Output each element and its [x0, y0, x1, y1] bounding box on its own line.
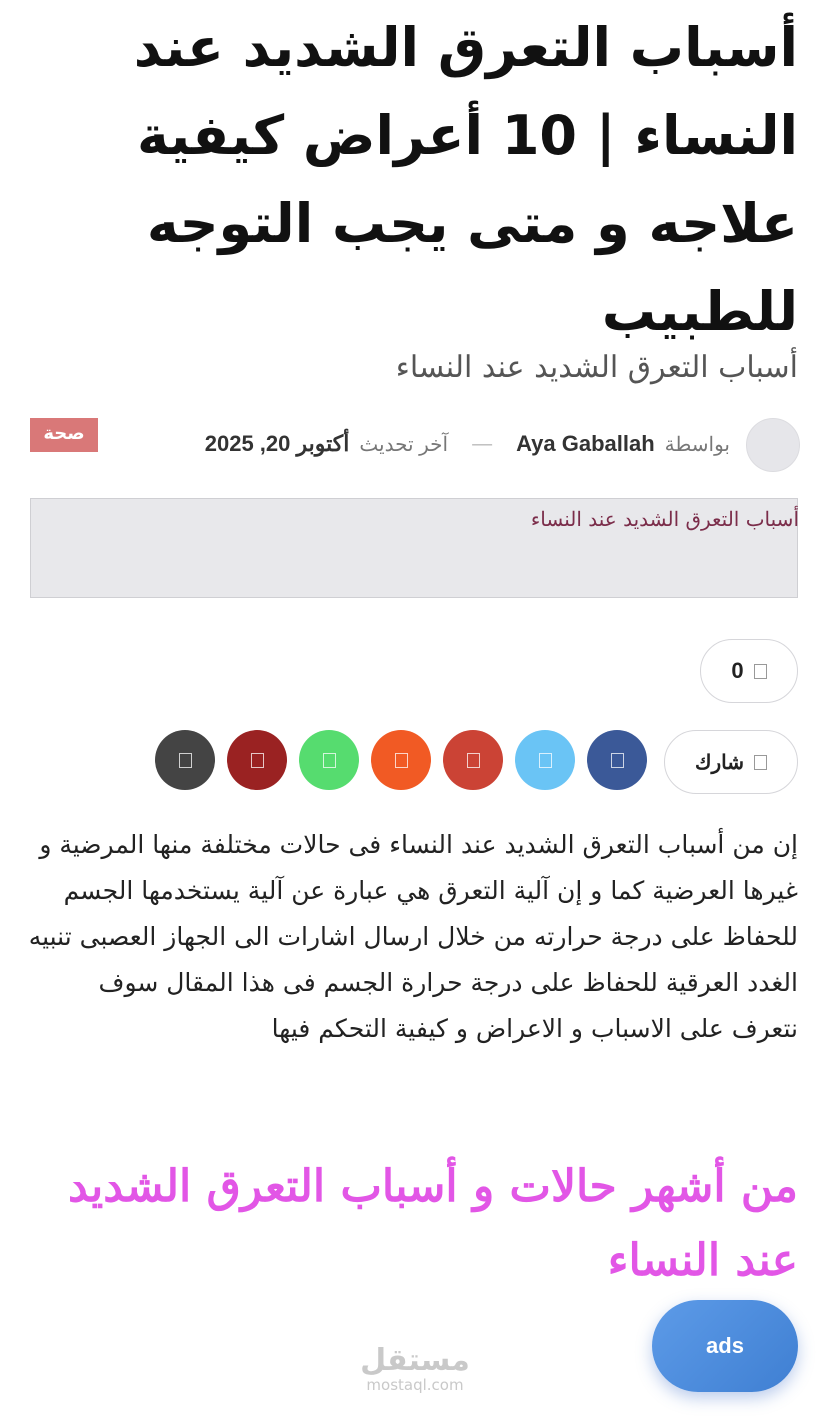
meta-separator: —: [472, 432, 493, 455]
share-icon: [754, 755, 767, 770]
share-label: شارك: [695, 751, 744, 774]
whatsapp-share-button[interactable]: [299, 730, 359, 790]
pinterest-icon: [467, 753, 480, 768]
facebook-share-button[interactable]: [587, 730, 647, 790]
share-count-icon: [754, 664, 767, 679]
whatsapp-icon: [323, 753, 336, 768]
reddit-icon: [395, 753, 408, 768]
by-label: بواسطة: [664, 433, 730, 456]
image-alt-text: أسباب التعرق الشديد عند النساء: [530, 507, 799, 531]
watermark-arabic: مستقل: [360, 1343, 470, 1378]
pocket-icon: [251, 753, 264, 768]
author-name-link[interactable]: Aya Gaballah: [516, 431, 655, 456]
article-meta: [205, 428, 730, 460]
article-title: أسباب التعرق الشديد عند النساء | 10 أعراض كيفية علاجه و متى يجب التوجه للطبيب: [133, 16, 798, 343]
facebook-icon: [611, 753, 624, 768]
share-toggle-button[interactable]: [664, 730, 798, 794]
category-badge[interactable]: صحة: [30, 418, 98, 452]
mostaql-watermark: [340, 1345, 490, 1393]
pinterest-share-button[interactable]: [443, 730, 503, 790]
share-count-pill[interactable]: [700, 639, 798, 703]
email-icon: [179, 753, 192, 768]
twitter-share-button[interactable]: [515, 730, 575, 790]
email-share-button[interactable]: [155, 730, 215, 790]
pocket-share-button[interactable]: [227, 730, 287, 790]
twitter-icon: [539, 753, 552, 768]
featured-image: [30, 498, 798, 598]
section-heading: من أشهر حالات و أسباب التعرق الشديد عند النساء: [67, 1161, 798, 1286]
updated-label: آخر تحديث: [359, 433, 449, 456]
author-avatar[interactable]: [746, 418, 800, 472]
article-subtitle: أسباب التعرق الشديد عند النساء: [395, 350, 798, 385]
updated-date: أكتوبر 20, 2025: [204, 431, 350, 456]
article-intro-paragraph: إن من أسباب التعرق الشديد عند النساء فى حالات مختلفة منها المرضية و غيرها العرضية كما و إن آلية التعرق هي عبارة عن آلية يستخدمها الجسم للحفاظ على درجة حرارته من خلال ارسال اشارات الى الجهاز العصبى تنبيه الغدد العرقية للحفاظ على درجة حرارة الجسم فى هذا المقال سوف نتعرف على الاسباب و الاعراض و كيفية التحكم فيها: [28, 830, 798, 1043]
ads-button[interactable]: ads: [652, 1300, 798, 1392]
count-value: 0: [731, 658, 744, 683]
watermark-latin: mostaql.com: [366, 1376, 464, 1394]
reddit-share-button[interactable]: [371, 730, 431, 790]
